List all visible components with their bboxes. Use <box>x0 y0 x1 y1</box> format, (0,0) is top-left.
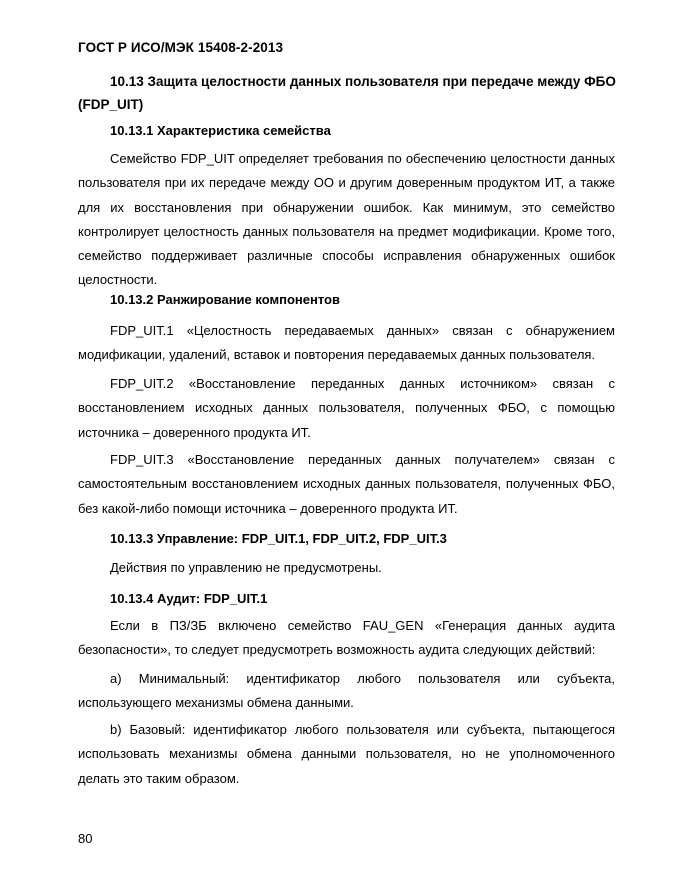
paragraph-family-description: Семейство FDP_UIT определяет требования по обеспечению целостности данных пользователя при их передаче между ОО и другим доверенным продуктом ИТ, а также для их восстановления при обнаружении ошибок. Как минимум, это семейство контролирует целостность данных пользователя на предмет модификации. Кроме того, семейство поддерживает различные способы исправления обнаруженных ошибок целостности. <box>78 151 615 288</box>
paragraph-management: Действия по управлению не предусмотрены. <box>110 560 382 575</box>
paragraph-audit-intro: Если в ПЗ/ЗБ включено семейство FAU_GEN «Генерация данных аудита безопасности», то следует предусмотреть возможность аудита следующих действий: <box>78 618 615 658</box>
document-header: ГОСТ Р ИСО/МЭК 15408-2-2013 <box>78 40 284 55</box>
subsection-title-component-levelling: 10.13.2 Ранжирование компонентов <box>110 292 340 307</box>
subsection-title-audit: 10.13.4 Аудит: FDP_UIT.1 <box>110 591 268 606</box>
paragraph-fdp-uit-3: FDP_UIT.3 «Восстановление переданных данных получателем» связан с самостоятельным восстановлением исходных данных пользователя, полученных ФБО, без какой-либо помощи источника – доверенного продукта ИТ. <box>78 452 615 516</box>
subsection-title-family-characteristic: 10.13.1 Характеристика семейства <box>110 123 331 138</box>
paragraph-fdp-uit-2: FDP_UIT.2 «Восстановление переданных данных источником» связан с восстановлением исходных данных пользователя, полученных ФБО, с помощью источника – доверенного продукта ИТ. <box>78 376 615 440</box>
paragraph-audit-basic: b) Базовый: идентификатор любого пользователя или субъекта, пытающегося использовать механизмы обмена данными пользователя, но не уполномоченного делать это таким образом. <box>78 722 615 786</box>
paragraph-audit-minimal: a) Минимальный: идентификатор любого пользователя или субъекта, использующего механизмы обмена данными. <box>78 671 615 711</box>
paragraph-fdp-uit-1: FDP_UIT.1 «Целостность передаваемых данных» связан с обнаружением модификации, удалений, вставок и повторения передаваемых данных пользователя. <box>78 323 615 363</box>
page-number: 80 <box>78 831 93 846</box>
section-title: 10.13 Защита целостности данных пользователя при передаче между ФБО (FDP_UIT) <box>78 74 616 112</box>
subsection-title-management: 10.13.3 Управление: FDP_UIT.1, FDP_UIT.2, FDP_UIT.3 <box>110 531 447 546</box>
